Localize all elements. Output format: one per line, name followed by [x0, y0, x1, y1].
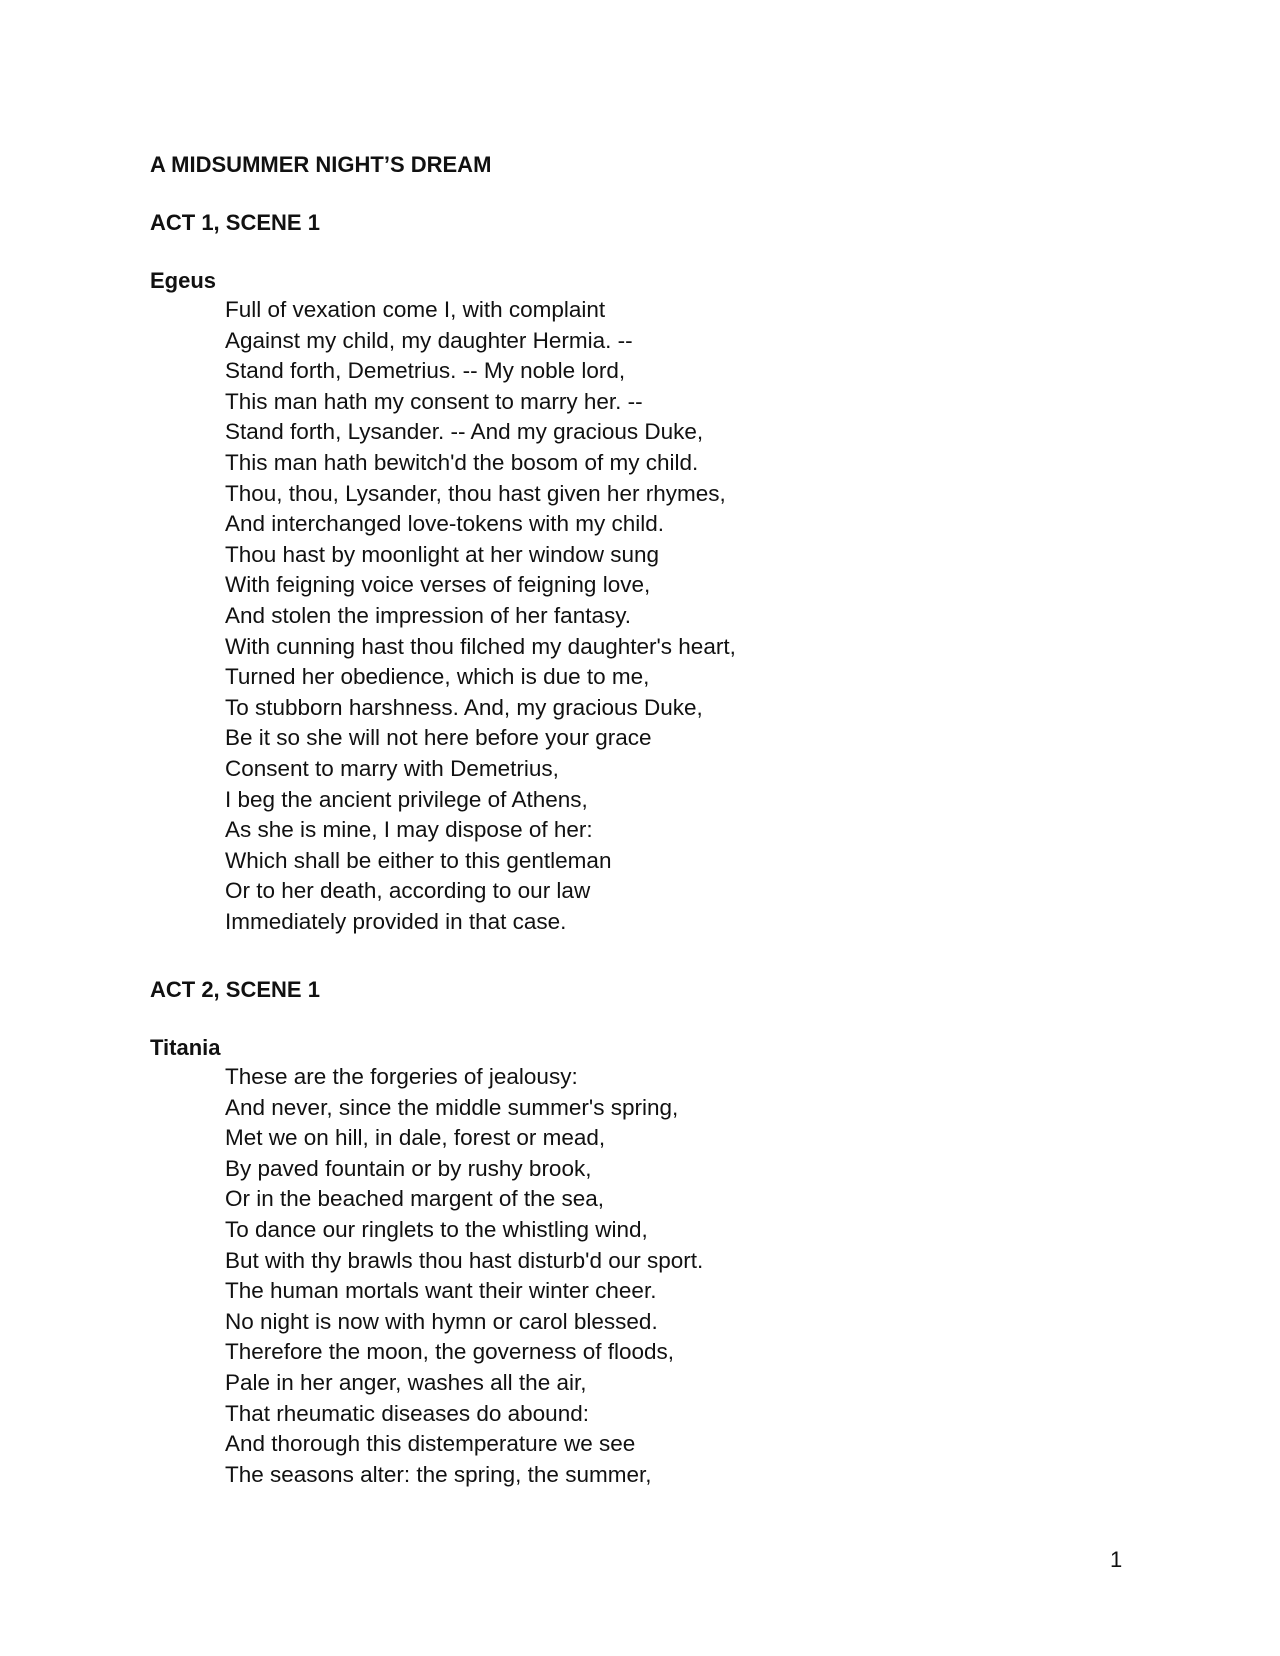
verse-line: The seasons alter: the spring, the summer, [225, 1461, 652, 1487]
verse-line: And stolen the impression of her fantasy. [225, 602, 632, 628]
verse-line: And never, since the middle summer's spring, [225, 1094, 679, 1120]
verse-line: That rheumatic diseases do abound: [225, 1400, 589, 1426]
verse-line: Pale in her anger, washes all the air, [225, 1369, 587, 1395]
verse-line: As she is mine, I may dispose of her: [225, 817, 593, 843]
verse-line: Against my child, my daughter Hermia. -- [225, 327, 633, 353]
verse-line: This man hath bewitch'd the bosom of my child. [225, 449, 699, 475]
verse-line: Thou hast by moonlight at her window sung [225, 541, 660, 567]
section-heading-act1-scene1: ACT 1, SCENE 1 [150, 210, 320, 235]
verse-line: But with thy brawls thou hast disturb'd our sport. [225, 1247, 704, 1273]
verse-line: No night is now with hymn or carol blessed. [225, 1308, 658, 1334]
verse-line: To stubborn harshness. And, my gracious Duke, [225, 694, 703, 720]
verse-line: Stand forth, Lysander. -- And my gracious Duke, [225, 419, 704, 445]
document-title: A MIDSUMMER NIGHT’S DREAM [150, 152, 492, 177]
section-heading-act2-scene1: ACT 2, SCENE 1 [150, 977, 320, 1002]
verse-line: Consent to marry with Demetrius, [225, 755, 559, 781]
verse-line: To dance our ringlets to the whistling wind, [225, 1216, 648, 1242]
verse-line: With cunning hast thou filched my daughter's heart, [225, 633, 736, 659]
speech-egeus [225, 295, 736, 937]
page-number: 1 [1110, 1547, 1123, 1572]
verse-line: Met we on hill, in dale, forest or mead, [225, 1125, 606, 1151]
verse-line: I beg the ancient privilege of Athens, [225, 786, 588, 812]
verse-line: And interchanged love-tokens with my child. [225, 511, 664, 537]
verse-line: These are the forgeries of jealousy: [225, 1064, 578, 1089]
verse-line: Full of vexation come I, with complaint [225, 297, 606, 322]
verse-line: Which shall be either to this gentleman [225, 847, 612, 873]
verse-line: And thorough this distemperature we see [225, 1431, 636, 1457]
speech-titania [225, 1062, 703, 1490]
speaker-name-egeus: Egeus [150, 268, 217, 293]
verse-line: Or in the beached margent of the sea, [225, 1186, 604, 1212]
verse-line: By paved fountain or by rushy brook, [225, 1155, 592, 1181]
verse-line: This man hath my consent to marry her. -- [225, 388, 643, 414]
verse-line: Thou, thou, Lysander, thou hast given her rhymes, [225, 480, 726, 506]
verse-line: With feigning voice verses of feigning love, [225, 572, 651, 598]
speaker-name-titania: Titania [150, 1035, 221, 1060]
verse-line: Turned her obedience, which is due to me, [225, 664, 650, 690]
verse-line: Stand forth, Demetrius. -- My noble lord, [225, 358, 626, 384]
verse-line: Therefore the moon, the governess of floods, [225, 1339, 675, 1365]
verse-line: Immediately provided in that case. [225, 908, 567, 934]
verse-line: Or to her death, according to our law [225, 878, 591, 904]
verse-line: Be it so she will not here before your grace [225, 725, 652, 751]
verse-line: The human mortals want their winter cheer. [225, 1278, 657, 1304]
